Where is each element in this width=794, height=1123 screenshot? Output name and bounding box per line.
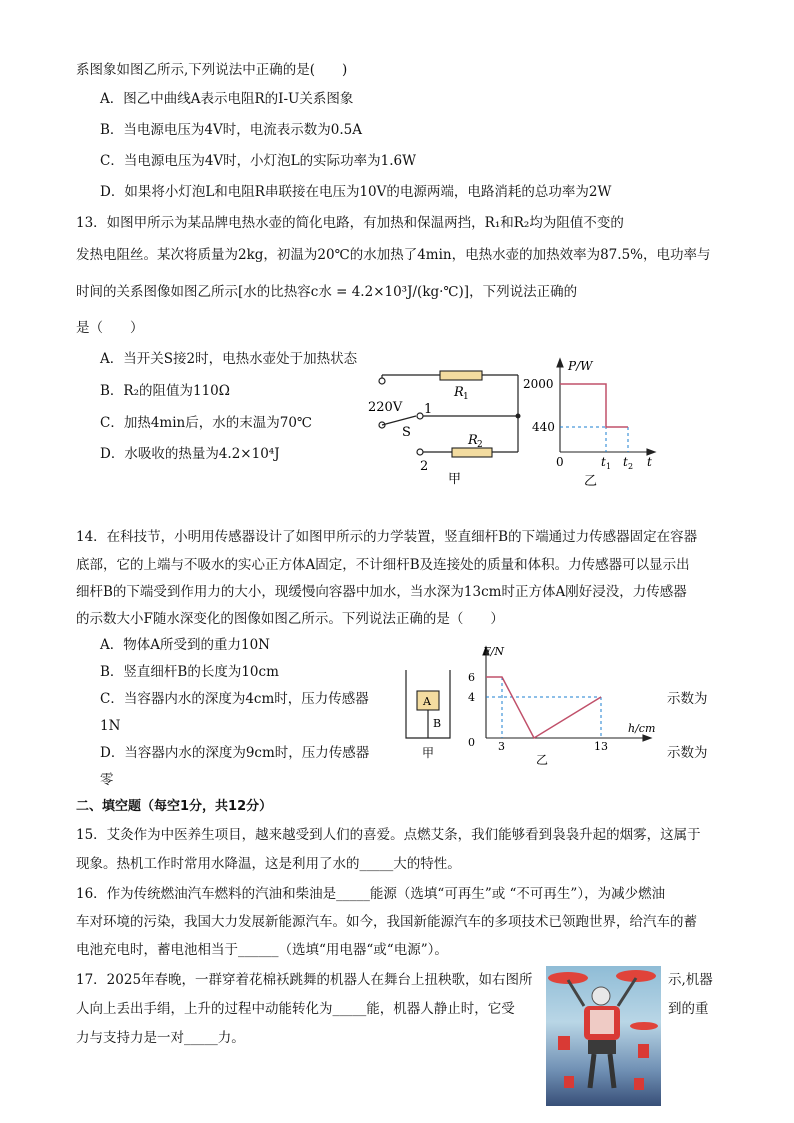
tick-t1: t [601,455,606,469]
q13-stem-1: 13．如图甲所示为某品牌电热水壶的简化电路，有加热和保温两挡，R₁和R₂均为阻值不变的 [76,215,624,231]
q14-option-a: A．物体A所受到的重力10N [100,637,270,653]
r2-label: R [468,433,478,448]
graph-caption: 乙 [584,474,598,489]
tick-t1-sub: 1 [606,462,612,471]
q14-option-d-cont: 零 [100,772,114,788]
q14-stem-2: 底部，它的上端与不吸水的实心正方体A固定，不计细杆B及连接处的质量和体积。力传感器可以显示出 [76,557,690,573]
y-axis-label: F/N [483,645,504,658]
switch-label: S [402,425,411,440]
r1-resistor [440,371,482,380]
tick-t2: t [623,455,628,469]
q15-line-2: 现象。热机工作时常用水降温，这是利用了水的_____大的特性。 [76,856,461,872]
q17-line-1: 17．2025年春晚，一群穿着花棉袄跳舞的机器人在舞台上扭秧歌，如右图所 [76,972,533,988]
q13-option-a: A．当开关S接2时，电热水壶处于加热状态 [100,351,358,367]
contact-2-label: 2 [420,459,429,474]
section-heading: 二、填空题（每空1分，共12分） [76,799,273,814]
origin-label: 0 [556,455,564,469]
tick-t2-sub: 2 [628,462,634,471]
q12-option-d: D．如果将小灯泡L和电阻R串联接在电压为10V的电源两端，电路消耗的总功率为2W [100,184,612,200]
q12-option-b: B．当电源电压为4V时，电流表示数为0.5A [100,122,362,138]
q14-option-c-tail: 示数为 [667,691,708,707]
tick-3: 3 [498,740,505,753]
q17-line-2: 人向上丢出手绢，上升的过程中动能转化为_____能，机器人静止时，它受 [76,1001,515,1017]
r2-resistor [452,448,492,457]
q13-option-c: C．加热4min后，水的末温为70℃ [100,415,313,431]
q16-line-3: 电池充电时，蓄电池相当于______（选填“用电器“或“电源”）。 [76,942,448,958]
r1-subscript: 1 [463,392,469,402]
q13-circuit-diagram [360,358,530,488]
r1-label: R [454,385,464,400]
r2-subscript: 2 [477,440,483,450]
q14-option-d-tail: 示数为 [667,745,708,761]
graph-caption: 乙 [536,753,549,767]
circuit-caption: 甲 [448,472,462,487]
tick-2000: 2000 [523,377,554,391]
supply-voltage-label: 220V [368,400,403,415]
rod-b-label: B [433,717,442,730]
tick-6: 6 [468,671,475,684]
tick-13: 13 [594,740,608,753]
q14-stem-3: 细杆B的下端受到作用力的大小，现缓慢向容器中加水，当水深为13cm时正方体A刚好浸没，力传感器 [76,584,687,600]
q14-force-depth-graph [458,640,658,770]
q14-option-c: C．当容器内水的深度为4cm时，压力传感器 [100,691,369,707]
y-axis-label: P/W [568,359,593,373]
q13-option-d: D．水吸收的热量为4.2×10⁴J [100,446,280,462]
q14-stem-4: 的示数大小F随水深变化的图像如图乙所示。下列说法正确的是（ ） [76,611,504,627]
q17-line-3: 力与支持力是一对_____力。 [76,1030,245,1046]
q13-stem-2: 发热电阻丝。某次将质量为2kg，初温为20℃的水加热了4min，电热水壶的加热效率为87.5%，电功率与 [76,247,711,263]
tick-4: 4 [468,691,475,704]
q14-device-diagram [398,664,460,762]
contact-1-label: 1 [424,402,433,417]
robot-dance-photo [546,966,661,1106]
q13-stem-4: 是（ ） [76,320,144,336]
q13-option-b: B．R₂的阻值为110Ω [100,383,230,399]
q14-option-d: D．当容器内水的深度为9cm时，压力传感器 [100,745,370,761]
x-axis-label: h/cm [628,722,656,735]
q12-option-a: A．图乙中曲线A表示电阻R的I-U关系图象 [100,91,354,107]
q17-line-2-tail: 到的重 [668,1001,709,1017]
q12-stem-end: 系图象如图乙所示,下列说法中正确的是( ) [76,62,348,78]
q17-line-1-tail: 示,机器 [668,972,713,988]
cube-a-label: A [423,695,431,708]
q14-option-c-cont: 1N [100,718,121,734]
tick-440: 440 [532,420,555,434]
q16-line-2: 车对环境的污染，我国大力发展新能源汽车。如今，我国新能源汽车的多项技术已领跑世界，给汽车的蓄 [76,914,697,930]
device-caption: 甲 [422,746,435,760]
force-curve [486,677,601,738]
x-axis-label: t [647,455,652,469]
q15-line-1: 15．艾灸作为中医养生项目，越来越受到人们的喜爱。点燃艾条，我们能够看到袅袅升起的烟雾，这属于 [76,827,701,843]
q12-option-c: C．当电源电压为4V时，小灯泡L的实际功率为1.6W [100,153,416,169]
q14-option-b: B．竖直细杆B的长度为10cm [100,664,279,680]
q13-power-time-graph [520,354,660,490]
power-curve [560,384,628,427]
q14-stem-1: 14．在科技节，小明用传感器设计了如图甲所示的力学装置，竖直细杆B的下端通过力传感器固定在容器 [76,529,698,545]
tick-0: 0 [468,736,475,749]
q16-line-1: 16．作为传统燃油汽车燃料的汽油和柴油是_____能源（选填“可再生”或 “不可再生”），为减少燃油 [76,886,666,902]
q13-stem-3: 时间的关系图像如图乙所示[水的比热容c水 = 4.2×10³J/(kg·℃)]，下列说法正确的 [76,284,578,300]
